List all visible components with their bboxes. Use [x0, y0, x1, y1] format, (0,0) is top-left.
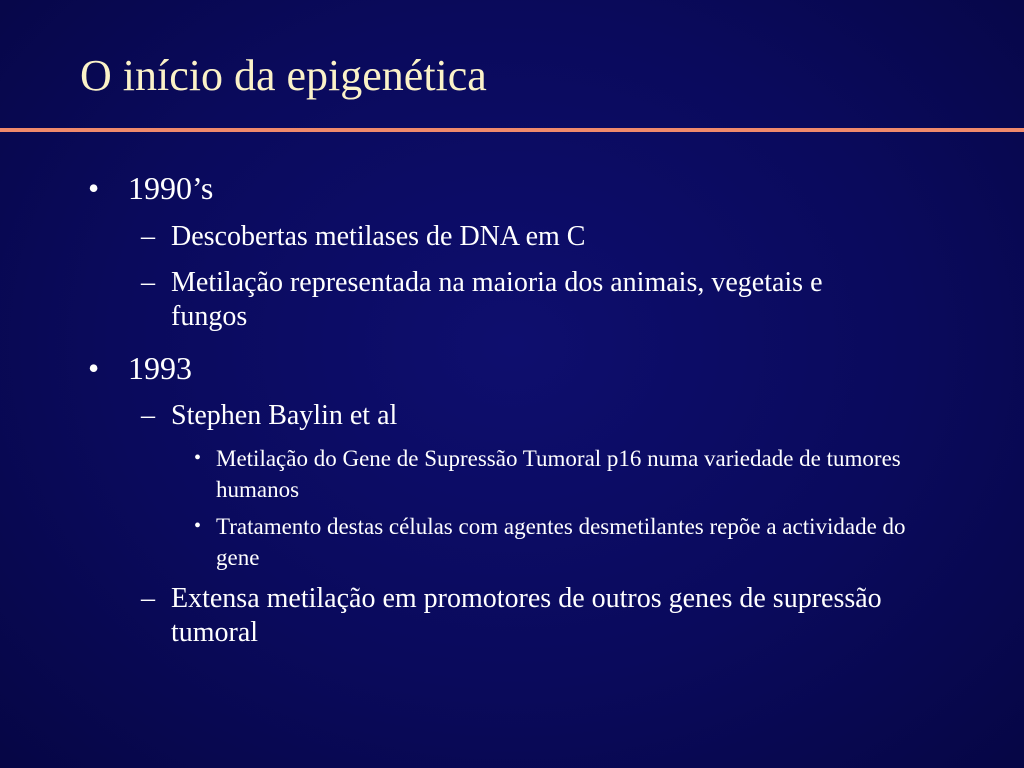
bullet-marker: • [194, 515, 202, 537]
detail-item [194, 511, 936, 573]
dash-marker: – [141, 221, 155, 252]
sub-item [141, 266, 861, 334]
dash-marker: – [141, 583, 155, 614]
sub-item-text: Descobertas metilases de DNA em C [171, 221, 586, 252]
detail-item-text: Metilação do Gene de Supressão Tumoral p16 numa variedade de tumores humanos [216, 446, 901, 502]
bullet-marker: • [88, 170, 100, 206]
dash-marker: – [141, 267, 155, 298]
detail-item-text: Tratamento destas células com agentes desmetilantes repõe a actividade do gene [216, 514, 906, 570]
sub-item-text: Extensa metilação em promotores de outros genes de supressão tumoral [171, 583, 882, 648]
bullet-text: 1990’s [128, 170, 214, 206]
bullet-item [88, 170, 988, 206]
sub-item-text: Metilação representada na maioria dos animais, vegetais e fungos [171, 267, 823, 332]
bullet-text: 1993 [128, 350, 192, 386]
sub-item [141, 220, 971, 254]
detail-item [194, 443, 956, 505]
bullet-item [88, 350, 988, 386]
bullet-marker: • [88, 350, 100, 386]
sub-item-text: Stephen Baylin et al [171, 400, 398, 431]
sub-item [141, 582, 931, 650]
slide-title: O início da epigenética [80, 51, 487, 100]
sub-item [141, 399, 971, 433]
bullet-marker: • [194, 447, 202, 469]
dash-marker: – [141, 400, 155, 431]
